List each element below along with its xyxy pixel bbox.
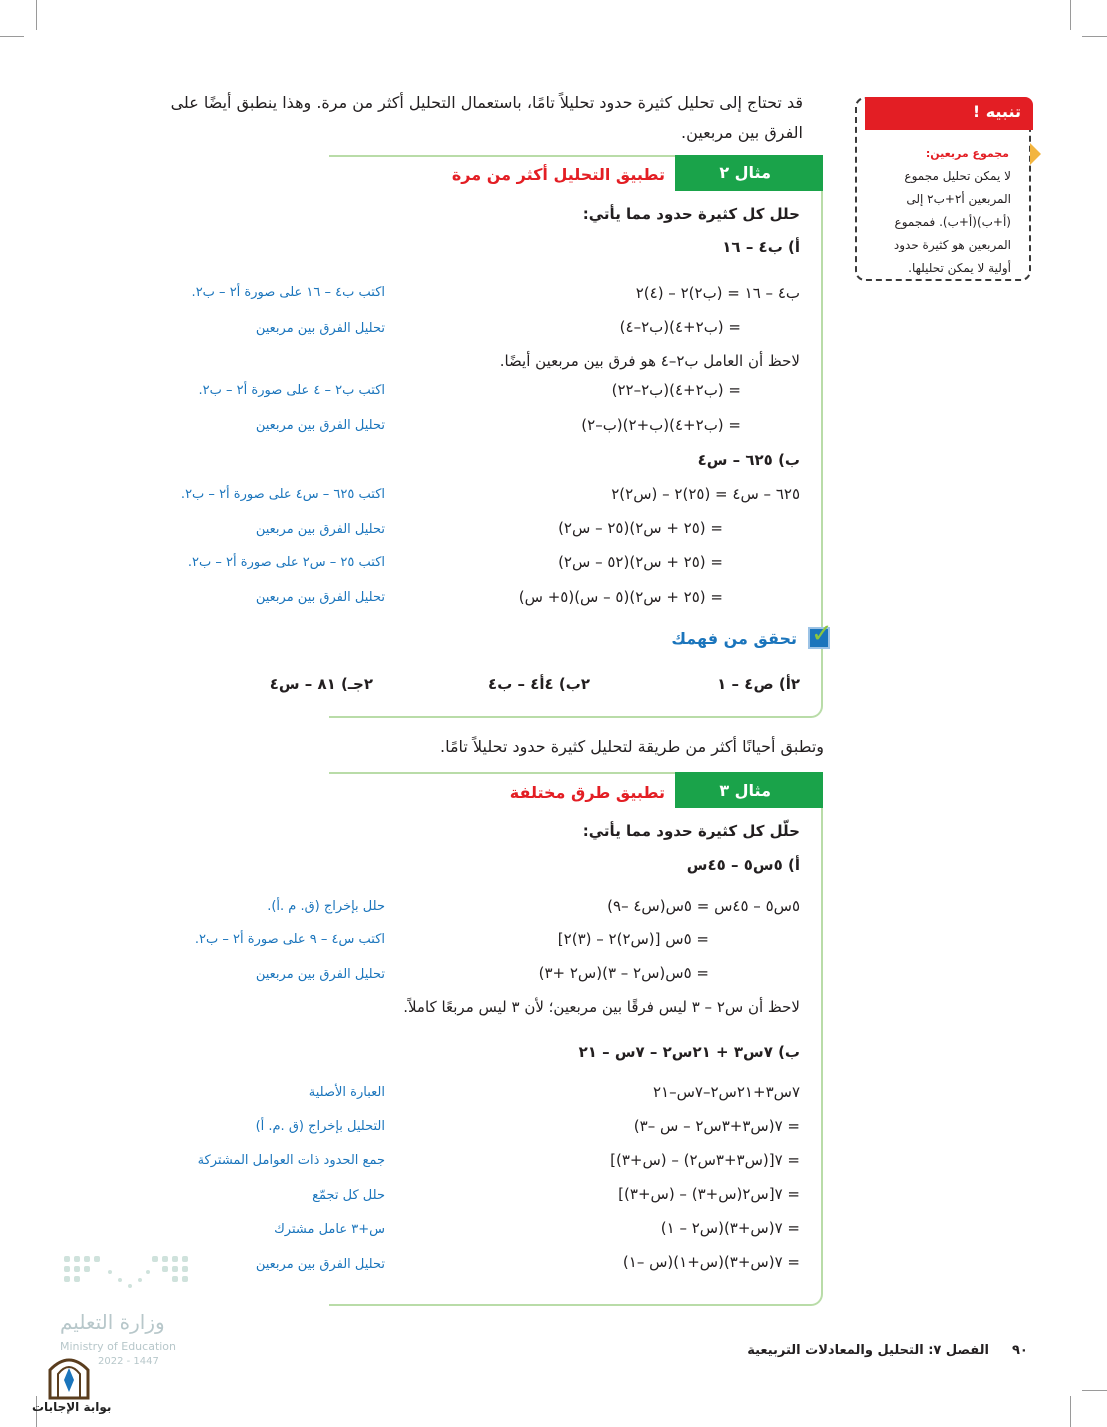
footer-chapter: الفصل ٧: التحليل والمعادلات التربيعية [747,1343,989,1358]
example3-tab-notch [675,772,687,808]
example3-part-b: ب) ٧س٣ + ٢١س٢ – ٧س – ٢١ [578,1043,800,1061]
note-line: (أ+ب)(أ+ب). فمجموع [894,215,1011,229]
note-tab-marker [1030,143,1041,165]
step-reason: اكتب س٤ – ٩ على صورة أ٢ – ب٢. [194,932,385,947]
intro-paragraph: قد تحتاج إلى تحليل كثيرة حدود تحليلاً تامًا، باستعمال التحليل أكثر من مرة. وهذا ينطبق أيضًا على الفرق بين مربعين. [170,93,803,142]
step-math: = ٧(س٣+٣س٢ – س –٣) [633,1117,800,1135]
step-reason: اكتب ب٤ – ١٦ على صورة أ٢ – ب٢. [191,285,385,300]
gate-emblem-icon [46,1352,92,1400]
step-reason: اكتب ٦٢٥ – س٤ على صورة أ٢ – ب٢. [180,487,385,502]
step-math: = ٧(س+٣)(س٢ – ١) [660,1219,800,1237]
example2-part-b: ب) ٦٢٥ – س٤ [697,451,800,469]
step-math: = ٥س [(س٢)٢ – (٣)٢] [557,930,709,948]
step-math: = (ب٢+٤)(ب+٢)(ب–٢) [581,416,741,434]
site-watermark: بوابة الإجابات [32,1400,112,1414]
check-item: ٢ب) ٤أ٤ – ب٤ [488,675,590,693]
step-reason: س+٣ عامل مشترك [274,1222,385,1237]
step-math: ٧س٣+٢١س٢–٧س–٢١ [652,1083,800,1101]
example2-label: مثال ٢ [719,163,771,182]
check-item: ٢جـ) ٨١ – س٤ [269,675,373,693]
check-understanding-title: تحقق من فهمك [671,629,797,648]
note-line: المربعين هو كثيرة حدود [893,238,1011,252]
bridge-sentence: وتطبق أحيانًا أكثر من طريقة لتحليل كثيرة حدود تحليلاً تامًا. [440,737,824,756]
note-subtitle: مجموع مربعين: [925,147,1009,160]
step-note: لاحظ أن س٢ – ٣ ليس فرقًا بين مربعين؛ لأن ٣ ليس مربعًا كاملاً. [403,998,800,1016]
ministry-name-ar: وزارة التعليم [60,1310,165,1334]
example3-instruction: حلّل كل كثيرة حدود مما يأتي: [582,822,800,840]
note-title: تنبيه ! [972,102,1021,121]
note-line: المربعين أ٢+ب٢ إلى [906,192,1011,206]
step-reason: تحليل الفرق بين مربعين [255,522,385,537]
example2-title: تطبيق التحليل أكثر من مرة [451,165,665,184]
note-box [855,97,1031,281]
step-reason: تحليل الفرق بين مربعين [255,1257,385,1272]
example2-tab-notch [675,155,687,191]
step-reason: تحليل الفرق بين مربعين [255,967,385,982]
crop-mark [1082,36,1107,37]
ministry-name-en: Ministry of Education [60,1340,177,1353]
step-math: = ٥س(س٢ – ٣)(س٢ +٣) [538,964,709,982]
step-math: ب٤ – ١٦ = (ب٢)٢ – (٤)٢ [635,284,800,302]
step-reason: جمع الحدود ذات العوامل المشتركة [197,1153,385,1168]
step-note: لاحظ أن العامل ب٢–٤ هو فرق بين مربعين أيضًا. [499,352,800,370]
step-math: ٥س٥ – ٤٥س = ٥س(س٤ –٩) [607,897,800,915]
example2-instruction: حلل كل كثيرة حدود مما يأتي: [582,205,800,223]
step-math: = (٢٥ + س٢)(٥ – س)(٥+ س) [518,588,723,606]
step-reason: اكتب ٢٥ – س٢ على صورة أ٢ – ب٢. [187,555,385,570]
step-math: ٦٢٥ – س٤ = (٢٥)٢ – (س٢)٢ [611,485,800,503]
ministry-year: 2022 - 1447 [98,1356,159,1367]
step-math: = (٢٥ + س٢)(٢٥ – س٢) [558,519,723,537]
step-reason: تحليل الفرق بين مربعين [255,321,385,336]
check-item: ٢أ) ص٤ – ١ [717,675,800,693]
crop-mark [1070,0,1071,30]
crop-mark [36,0,37,30]
step-reason: تحليل الفرق بين مربعين [255,590,385,605]
note-line: أولية لا يمكن تحليلها. [908,261,1011,275]
step-reason: حلل بإخراج (ق. م .أ). [267,899,385,914]
note-body [871,165,1011,280]
note-header [865,97,1033,130]
example3-title: تطبيق طرق مختلفة [509,783,665,802]
step-math: = ٧[س٢(س+٣) – (س+٣)] [618,1185,800,1203]
step-math: = (ب٢+٤)(ب٢–٢٢) [611,381,741,399]
step-math: = ٧(س+٣)(س+١)(س –١) [622,1253,800,1271]
ministry-logo-icon [60,1250,200,1310]
example3-part-a: أ) ٥س٥ – ٤٥س [686,856,800,874]
page-number: ٩٠ [1012,1343,1028,1358]
example2-part-a: أ) ب٤ – ١٦ [722,238,800,256]
step-math: = (ب٢+٤)(ب٢–٤) [619,318,741,336]
note-line: لا يمكن تحليل مجموع [904,169,1011,183]
step-reason: تحليل الفرق بين مربعين [255,418,385,433]
step-reason: اكتب ب٢ – ٤ على صورة أ٢ – ب٢. [198,383,385,398]
step-math: = (٢٥ + س٢)(٥٢ – س٢) [558,553,723,571]
checkmark-icon: ✓ [811,619,833,649]
step-reason: حلل كل تجمّع [312,1188,385,1203]
crop-mark [0,36,24,37]
step-reason: التحليل بإخراج (ق .م. أ) [255,1119,385,1134]
crop-mark [1070,1396,1071,1427]
step-reason: العبارة الأصلية [308,1085,385,1100]
example3-label: مثال ٣ [719,781,771,800]
crop-mark [1082,1390,1107,1391]
step-math: = ٧[(س٣+٣س٢) – (س+٣)] [610,1151,800,1169]
